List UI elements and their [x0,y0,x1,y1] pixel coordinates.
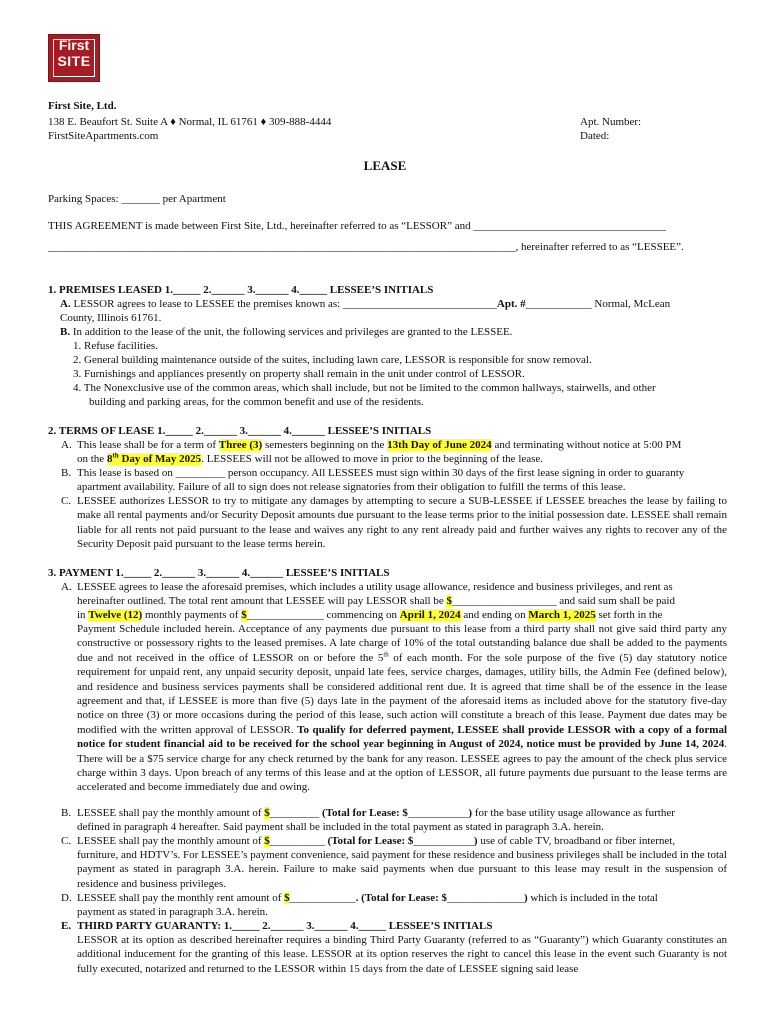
section3-c-label: C. [61,835,72,847]
section2-c-text: LESSEE authorizes LESSOR to try to mitigate any damages by attempting to secure a SUB-LESSEE if LESSEE breaches the lease by failing to make all rental payments and/or Security Deposit amounts due pursuant to the lease terms prior to the initial possession date. LESSEE shall remain liable for all rents not paid pursuant to the lease and waives any right to any rent already paid and further waives any rights to recover any of the Security Deposit paid pursuant to the lease terms herein. [77,495,727,551]
text-run: Payment Schedule included herein. Acceptance of any payments due pursuant to this lease from a third party shall not give said third party any constructive or possessory rights to the leased premises. A late charge of 10% of the total outstanding balance due shall be added to the payments due and not received in the office of LESSOR on or before the 5 [77,623,727,664]
start-date-highlight: 13th Day of June 2024 [387,439,492,451]
commence-date-highlight: April 1, 2024 [399,609,461,621]
text-run: set forth in the [595,609,663,621]
superscript: th [112,451,119,460]
section1-a-label: A. [60,298,71,310]
section2-a-line1 [77,438,681,452]
section2-b-line2: apartment availability. Failure of all to sign does not release signatories from their obligation to fulfill the terms of this lease. [77,481,626,493]
section3-a-line3 [77,608,662,622]
amount-highlight: $ [264,835,270,847]
text-run: LESSEE shall pay the monthly rent amount of [77,892,285,904]
company-name: First Site, Ltd. [48,100,117,112]
section3-a-body [77,622,727,795]
section3-a-line1: LESSEE agrees to lease the aforesaid premises, which includes a utility usage allowance, residence and business privileges, and rent as [77,581,673,593]
total-label: (Total for Lease: $ [327,835,414,847]
section2-b-label: B. [61,467,72,479]
apt-number-label: Apt. Number: [580,116,642,128]
total-label: . (Total for Lease: $ [355,892,447,904]
section2-c-label: C. [61,495,72,507]
text-run: 8 [106,453,113,465]
list-item: 3. Furnishings and appliances presently on property shall remain in the unit under control of LESSOR. [73,368,525,380]
section3-d-label: D. [61,892,72,904]
section3-a-line2 [77,594,675,608]
text-run: and ending on [460,609,529,621]
section3-d-line2: payment as stated in paragraph 3.A. herein. [77,906,268,918]
monthly-amount-highlight: $ [241,609,247,621]
agreement-line-2: _____________________________________________________________________________________, hereinafter referred to as “LESSEE”. [48,241,684,253]
agreement-line-1: THIS AGREEMENT is made between First Site, Ltd., hereinafter referred to as “LESSOR” and ___________________________________ [48,220,666,232]
dated-label: Dated: [580,130,610,142]
section3-e-heading: THIRD PARTY GUARANTY: 1._____ 2.______ 3.______ 4._____ LESSEE’S INITIALS [77,920,493,932]
text-run: LESSEE shall pay the monthly amount of [77,835,265,847]
text-run: ___________________ and said sum shall be paid [451,595,675,607]
section1-a-line2: County, Illinois 61761. [60,312,162,324]
section2-a-label: A. [61,439,72,451]
section1-a-text2: ____________ Normal, McLean [525,298,671,310]
total-label: (Total for Lease: $ [322,807,408,819]
list-item-continuation: building and parking areas, for the common benefit and use of the residents. [89,396,424,408]
section3-heading: 3. PAYMENT 1._____ 2.______ 3.______ 4.______ LESSEE’S INITIALS [48,567,390,579]
deferred-payment-notice: To qualify for deferred payment, LESSEE shall provide LESSOR with a copy of a formal notice for student financial aid to be received for the school year beginning in August of 2024, notice must be provided by June 14, 2024 [77,723,727,751]
text-run: ______________ commencing on [246,609,400,621]
text-run: ) [473,835,478,847]
section2-heading: 2. TERMS OF LEASE 1._____ 2.______ 3.______ 4.______ LESSEE’S INITIALS [48,425,432,437]
amount-highlight: $ [264,807,270,819]
text-run: which is included in the total [527,892,658,904]
text-run: semesters beginning on the [262,439,388,451]
text-run: ____________ [289,892,356,904]
text-run: ) [468,807,473,819]
list-item: 1. Refuse facilities. [73,340,158,352]
text-run: of each month. For the sole purpose of the five (5) day statutory notice requirement for unpaid rent, any unpaid security deposit, unpaid late fees, service charges, damages, utility bills, the Admin Fee (defined below), and residence and business services payments shall be considered additional rent due. It is agreed that time shall be of the essence in the lease agreement and that, if LESSEE is more than five (5) days late in the payment of the aforesaid items as included above for the statutory five-day notice on three (3) or more occasions during the period of this lease, such action will constitute a breach of this lease. Payment due dates may be modified with the written approval of LESSOR. [77,651,727,736]
text-run: in [77,609,89,621]
section1-a-apt: Apt. # [496,298,526,310]
text-run: Day of May 2025 [118,453,202,465]
section1-heading: 1. PREMISES LEASED 1._____ 2.______ 3.______ 4._____ LESSEE’S INITIALS [48,284,434,296]
text-run: use of cable TV, broadband or fiber internet, [477,835,676,847]
text-run: and terminating without notice at 5:00 PM [491,439,682,451]
section3-e-body: LESSOR at its option as described hereinafter requires a binding Third Party Guaranty (referred to as “Guaranty”) which Guaranty constitutes an additional inducement for the granting of this lease. LESSOR at its option reserves the right to cancel this lease in the event such Guaranty is not fully executed, notarized and returned to the LESSOR within 15 days from the date of LESSEE signing said lease [77,934,727,975]
section3-b-line1 [77,806,675,820]
text-run: on the [77,453,107,465]
text-run: monthly payments of [142,609,242,621]
text-run: __________ [269,835,328,847]
section1-a [60,297,670,311]
parking-spaces: Parking Spaces: _______ per Apartment [48,193,226,205]
text-run: ___________ [407,807,469,819]
term-highlight: Three (3) [218,439,263,451]
amount-highlight: $ [284,892,290,904]
text-run: ___________ [413,835,474,847]
section3-a-label: A. [61,581,72,593]
section2-b-line1: This lease is based on _________ person occupancy. All LESSEES must sign within 30 days of the first lease signing in order to guaranty [77,467,685,479]
section3-b-label: B. [61,807,72,819]
section3-c-line1 [77,834,675,848]
logo-line1: First [58,37,90,53]
text-run: for the base utility usage allowance as further [472,807,675,819]
section1-b-label: B. [60,326,71,338]
text-run: hereinafter outlined. The total rent amount that LESSEE will pay LESSOR shall be [77,595,447,607]
section3-c-body: furniture, and HDTV’s. For LESSEE’s payment convenience, said payment for these residence and business privileges shall be included in the total payment as stated in paragraph 3.A. herein. Failure to make said payments when due pursuant to this lease may result in the suspension of residence and business privileges. [77,849,727,890]
section1-a-text1: LESSOR agrees to lease to LESSEE the premises known as: ____________________________ [70,298,497,310]
payments-count-highlight: Twelve (12) [88,609,143,621]
text-run: . There will be a $75 service charge for any check returned by the bank for any reason. LESSEE agrees to pay the amount of the check plus service charge within 3 days. Upon breach of any terms of this lease and at the option of LESSOR, all future payments due pursuant to the lease terms are accelerated and become immediately due and owing. [77,738,727,794]
section3-b-line2: defined in paragraph 4 hereafter. Said payment shall be included in the total payment as stated in paragraph 3.A. herein. [77,821,604,833]
amount-highlight: $ [446,595,452,607]
document-title: LEASE [363,158,407,173]
superscript: th [383,650,389,659]
text-run: . LESSEES will not be allowed to move in prior to the beginning of the lease. [201,453,544,465]
text-run: _________ [269,807,323,819]
company-website: FirstSiteApartments.com [48,130,159,142]
section3-d-line1 [77,891,658,905]
end-date-highlight: March 1, 2025 [528,609,596,621]
end-date-highlight [107,453,201,465]
text-run: ) [524,892,528,904]
text-run: LESSEE shall pay the monthly amount of [77,807,265,819]
list-item: 2. General building maintenance outside of the suites, including lawn care, LESSOR is responsible for snow removal. [73,354,592,366]
section2-a-line2 [77,452,543,466]
text-run: This lease shall be for a term of [77,439,219,451]
logo-line2: SITE [57,53,91,69]
company-address: 138 E. Beaufort St. Suite A ♦ Normal, IL 61761 ♦ 309-888-4444 [48,116,332,128]
section1-b-text: In addition to the lease of the unit, the following services and privileges are granted to the LESSEE. [70,326,513,338]
list-item: 4. The Nonexclusive use of the common areas, which shall include, but not be limited to the common hallways, stairwells, and other [73,382,656,394]
company-logo [48,34,100,82]
text-run: ______________ [447,892,524,904]
section3-e-label: E. [61,920,72,932]
section1-b [60,325,512,339]
